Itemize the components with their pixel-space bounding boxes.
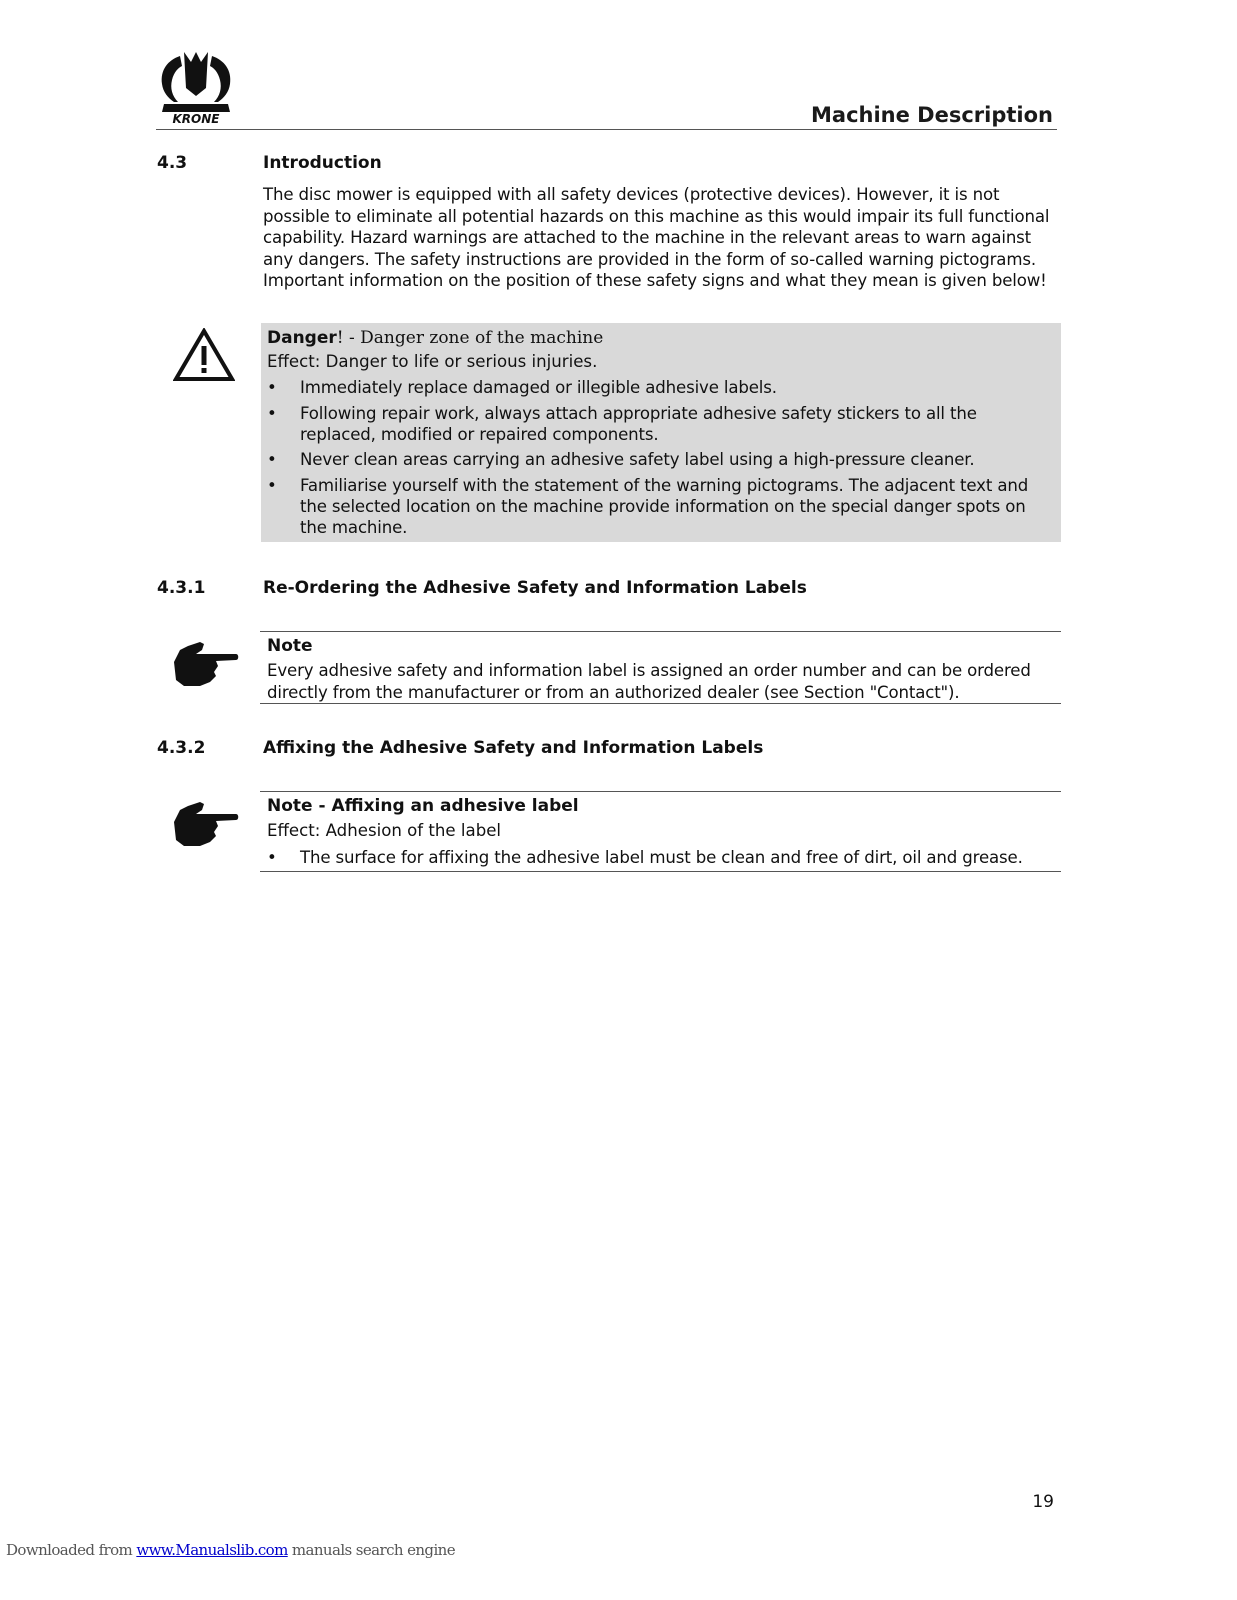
danger-bullet-list <box>267 377 1057 542</box>
note-top-rule <box>260 791 1061 792</box>
list-item <box>267 403 1057 445</box>
list-item <box>267 847 1057 868</box>
page-number: 19 <box>1032 1492 1054 1512</box>
list-item <box>267 449 1057 470</box>
section-title-introduction: Introduction <box>263 153 382 173</box>
intro-paragraph: The disc mower is equipped with all safety devices (protective devices). However, it is not possible to eliminate all potential hazards on this machine as this would impair its full functional capability. Hazard warnings are attached to the machine in the relevant areas to warn against any dangers. The safety instructions are provided in the form of so-called warning pictograms. Important information on the position of these safety signs and what they mean is given below! <box>263 185 1050 291</box>
note-bottom-rule <box>260 703 1061 704</box>
footer-suffix: manuals search engine <box>287 1541 455 1559</box>
bullet-marker: • <box>267 378 277 397</box>
krone-logo <box>158 48 234 124</box>
note-effect: Effect: Adhesion of the label <box>267 821 502 840</box>
section-number-4-3: 4.3 <box>157 153 188 173</box>
footer-prefix: Downloaded from <box>6 1541 137 1559</box>
note-text: Every adhesive safety and information label is assigned an order number and can be ordered directly from the manufacturer or from an authorized dealer (see Section "Contact"). <box>267 661 1031 702</box>
list-item <box>267 475 1057 538</box>
section-title-reordering: Re-Ordering the Adhesive Safety and Information Labels <box>263 578 807 598</box>
danger-effect: Effect: Danger to life or serious injuries. <box>267 352 598 371</box>
pointing-hand-icon <box>170 796 240 850</box>
bullet-marker: • <box>267 848 277 867</box>
download-footer <box>6 1541 455 1559</box>
list-item-text: Immediately replace damaged or illegible adhesive labels. <box>300 378 777 397</box>
bullet-marker: • <box>267 475 277 495</box>
list-item-text: The surface for affixing the adhesive label must be clean and free of dirt, oil and grease. <box>300 848 1023 867</box>
pointing-hand-icon <box>170 636 240 690</box>
list-item-text: Following repair work, always attach appropriate adhesive safety stickers to all the replaced, modified or repaired components. <box>300 403 977 444</box>
danger-keyword: Danger <box>267 328 337 348</box>
section-title-affixing: Affixing the Adhesive Safety and Information Labels <box>263 738 764 758</box>
bullet-marker: • <box>267 450 277 469</box>
manualslib-link[interactable]: www.Manualslib.com <box>136 1541 288 1559</box>
header-divider <box>156 129 1057 130</box>
note-title: Note <box>267 636 313 656</box>
warning-triangle-icon <box>173 328 235 382</box>
section-number-4-3-2: 4.3.2 <box>157 738 206 758</box>
note-title: Note - Affixing an adhesive label <box>267 796 579 816</box>
affixing-bullet-list <box>267 847 1057 873</box>
svg-text:KRONE: KRONE <box>172 112 220 124</box>
danger-subtitle: Danger zone of the machine <box>360 328 604 348</box>
danger-heading <box>267 327 603 349</box>
list-item <box>267 377 1057 398</box>
note-top-rule <box>260 631 1061 632</box>
list-item-text: Never clean areas carrying an adhesive safety label using a high-pressure cleaner. <box>300 450 975 469</box>
note-bottom-rule <box>260 871 1061 872</box>
header-title: Machine Description <box>811 103 1053 127</box>
danger-separator: ! - <box>336 328 361 348</box>
list-item-text: Familiarise yourself with the statement of the warning pictograms. The adjacent text and the selected location on the machine provide information on the special danger spots on the machine. <box>300 475 1029 537</box>
bullet-marker: • <box>267 403 277 423</box>
section-number-4-3-1: 4.3.1 <box>157 578 206 598</box>
